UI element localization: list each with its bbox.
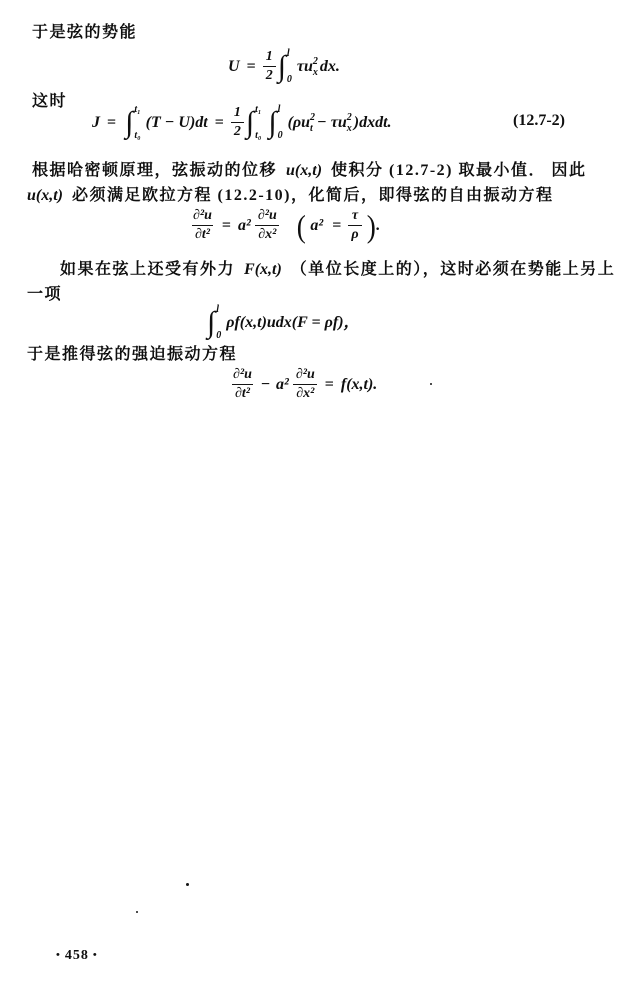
fraction-denominator: ∂x² <box>293 384 317 403</box>
eq-j-open: (ρu <box>287 114 311 131</box>
paragraph-force-line2: 一项 <box>27 286 63 303</box>
heading-potential-energy: 于是弦的势能 <box>32 24 138 41</box>
eq-u-lhs: U <box>228 58 240 75</box>
integral-group <box>246 105 264 141</box>
fraction-denominator: 2 <box>263 66 276 85</box>
scan-speck <box>186 883 189 886</box>
text-segment: （单位长度上的），这时必须在势能上另上 <box>290 261 616 278</box>
eq-u-differential: dx. <box>319 58 340 75</box>
superscript: 2 <box>346 112 352 123</box>
scan-speck <box>430 383 432 385</box>
fraction-one-half <box>231 105 244 141</box>
integral-lower-limit: 0 <box>216 330 222 341</box>
fraction-denominator: ∂t² <box>232 384 253 403</box>
eq-j-close: )dxdt. <box>353 114 392 131</box>
math-u-of-xt: u(x,t) <box>286 162 323 179</box>
fraction-numerator: τ <box>351 208 359 224</box>
equation-potential-term <box>205 301 360 345</box>
inner-lhs: a² <box>310 217 324 234</box>
fraction-d2u-dt2 <box>190 208 215 244</box>
minus-sign: − <box>260 376 271 393</box>
parenthetical-definition <box>296 208 380 244</box>
eq-j-minus-term: − τu <box>317 114 347 131</box>
page-number-left-dot: • <box>56 949 61 961</box>
fraction-tau-rho <box>348 208 361 244</box>
integral-sign: ∫ <box>245 106 255 140</box>
integral-group <box>125 105 143 141</box>
fraction-numerator: ∂²u <box>193 208 212 224</box>
equation-action-j <box>92 100 392 146</box>
math-u-of-xt: u(x,t) <box>27 187 63 204</box>
equals-sign: = <box>324 376 334 393</box>
text-segment: 如果在弦上还受有外力 <box>60 261 236 278</box>
integral-upper-limit: l <box>286 48 290 59</box>
integral-upper-limit: l <box>277 104 281 115</box>
text-segment: 使积分 (12.7-2) 取最小值． 因此 <box>331 162 587 179</box>
sup-sub-ut <box>310 112 315 134</box>
integral-limits <box>278 105 283 141</box>
label-at-this-time: 这时 <box>32 93 68 110</box>
subscript: x <box>346 123 352 134</box>
integral-lower-limit: 0 <box>277 130 283 141</box>
fraction-numerator: 1 <box>233 105 241 121</box>
subscript: t <box>310 123 313 134</box>
equation-potential-u <box>228 46 340 88</box>
fraction-numerator: ∂²u <box>257 208 277 224</box>
eq-forced-rhs: f(x,t). <box>340 376 378 393</box>
fraction-denominator: ∂t² <box>192 225 213 244</box>
subscript: x <box>312 67 318 78</box>
fraction-d2u-dt2 <box>230 367 255 403</box>
period: . <box>376 217 381 234</box>
eq-u-integrand: τu <box>296 58 313 75</box>
equals-sign: = <box>246 58 256 75</box>
equation-forced-vibration <box>230 361 377 409</box>
integral-group <box>278 49 295 85</box>
superscript: 2 <box>310 112 316 123</box>
big-close-paren: ) <box>366 208 376 244</box>
fraction-denominator: ρ <box>348 225 361 244</box>
integral-lower-limit: t₀ <box>134 130 141 141</box>
page-number-value: 458 <box>64 948 89 963</box>
fraction-d2u-dx2 <box>255 208 280 244</box>
integral-upper-limit: t₁ <box>134 104 141 115</box>
scan-speck <box>136 911 138 913</box>
superscript: 2 <box>312 56 318 67</box>
eq-extra-body: ρf(x,t)udx(F = ρf) <box>226 314 344 331</box>
integral-limits <box>287 49 292 85</box>
equals-sign: = <box>332 217 342 234</box>
equals-sign: = <box>107 114 117 131</box>
fraction-one-half <box>263 49 276 85</box>
equals-sign: = <box>221 217 232 234</box>
big-open-paren: ( <box>296 208 306 244</box>
integral-sign: ∫ <box>277 50 286 84</box>
sup-sub-ux <box>347 112 352 134</box>
math-F-of-xt: F(x,t) <box>244 261 282 278</box>
integral-upper-limit: t₁ <box>255 104 262 115</box>
integral-limits <box>216 305 221 341</box>
eq-j-lhs: J <box>92 114 100 131</box>
integral-sign: ∫ <box>125 106 134 140</box>
page-number <box>52 948 102 964</box>
coefficient-a-squared: a² <box>238 217 251 234</box>
integral-limits <box>134 105 140 141</box>
equals-sign: = <box>214 114 224 131</box>
integral-upper-limit: l <box>216 304 219 315</box>
text-segment: 必须满足欧拉方程 (12.2-10)，化简后，即得弦的自由振动方程 <box>72 187 554 204</box>
coefficient-a-squared: a² <box>276 376 289 393</box>
integral-lower-limit: t₀ <box>255 130 262 141</box>
sup-sub-ux <box>313 56 318 78</box>
fraction-numerator: ∂²u <box>233 367 252 383</box>
fraction-denominator: 2 <box>231 122 244 141</box>
eq-j-lagrangian: (T − U)dt <box>145 114 208 131</box>
equation-number-tag: (12.7-2) <box>513 112 565 129</box>
integral-group <box>207 305 224 341</box>
integral-limits <box>255 105 261 141</box>
fraction-d2u-dx2 <box>293 367 318 403</box>
fraction-numerator: ∂²u <box>295 367 315 383</box>
integral-lower-limit: 0 <box>286 74 292 85</box>
paragraph-force-line1 <box>60 256 615 279</box>
fraction-numerator: 1 <box>265 49 273 65</box>
integral-sign: ∫ <box>268 106 277 140</box>
equation-free-vibration <box>190 202 380 250</box>
fullwidth-comma: ， <box>343 314 360 331</box>
text-segment: 根据哈密顿原理，弦振动的位移 <box>32 162 278 179</box>
integral-group <box>268 105 285 141</box>
page-number-right-dot: • <box>92 949 98 961</box>
integral-sign: ∫ <box>207 306 216 340</box>
line-forced-intro: 于是推得弦的强迫振动方程 <box>27 346 238 363</box>
paragraph-hamilton-line1 <box>32 157 587 180</box>
fraction-denominator: ∂x² <box>255 225 279 244</box>
